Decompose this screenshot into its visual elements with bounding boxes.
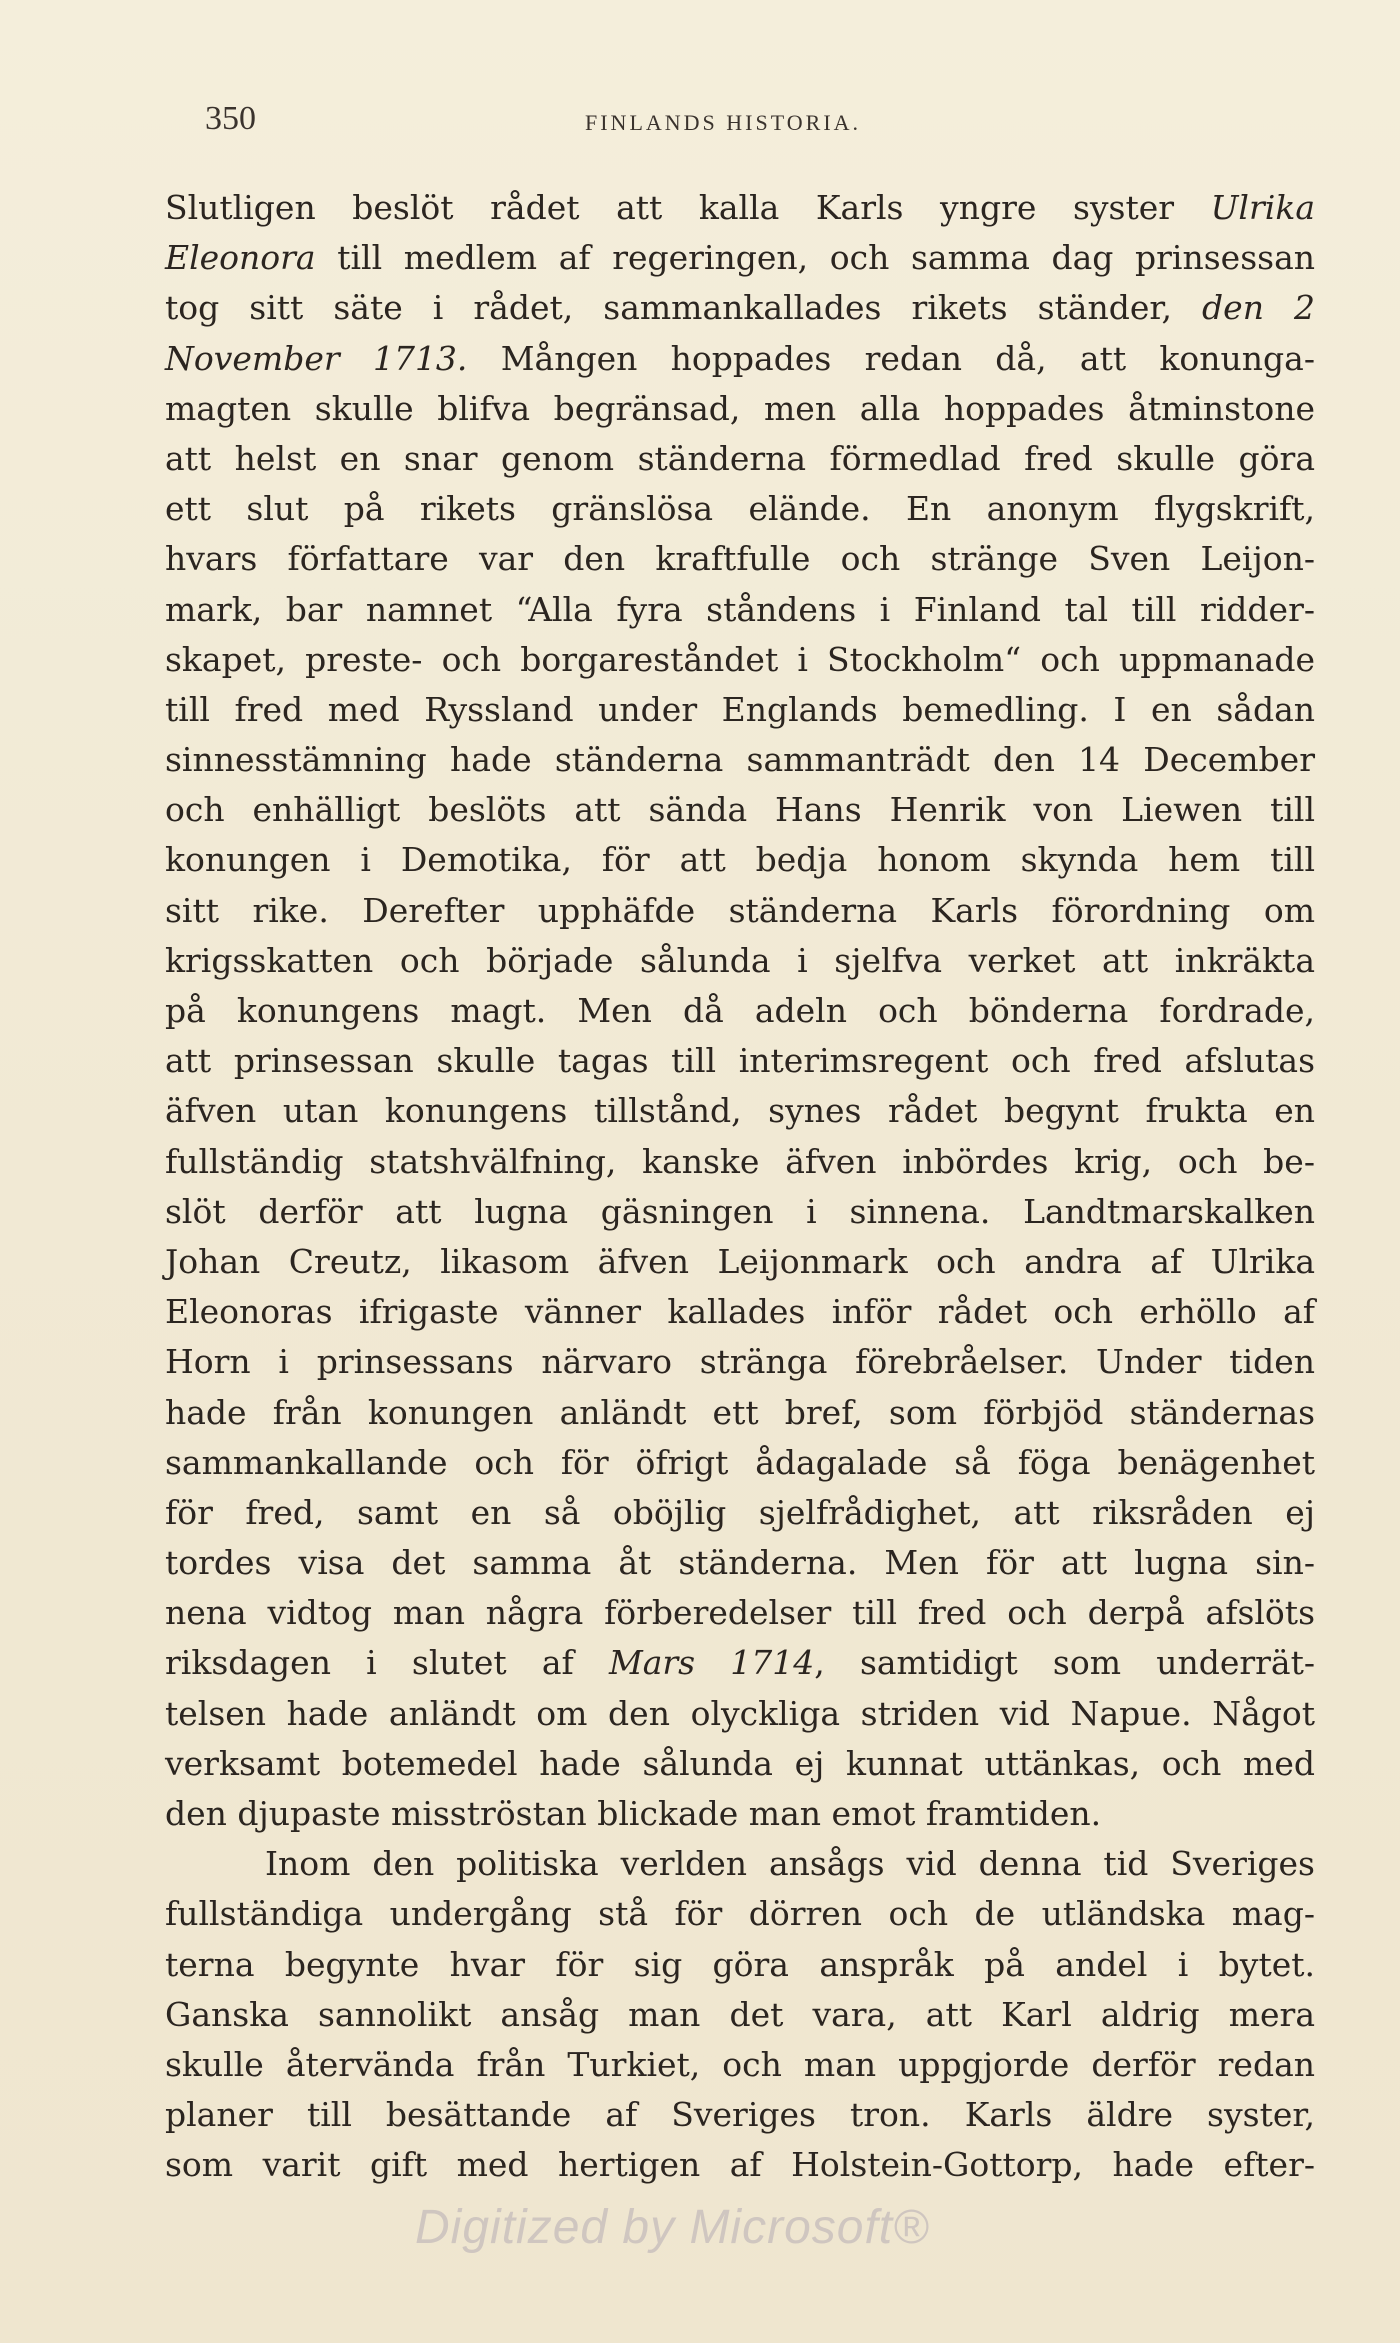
text-segment: riksdagen i slutet af <box>165 1643 609 1683</box>
text-line <box>165 1588 1315 1638</box>
text-segment: till medlem af regeringen, och samma dag prinsessan <box>315 238 1315 278</box>
text-segment: , samtidigt som underrät- <box>814 1643 1315 1683</box>
text-line <box>165 1388 1315 1438</box>
text-segment: för fred, samt en så oböjlig sjelfrådighet, att riksråden ej <box>165 1492 1315 1532</box>
text-line <box>165 233 1315 283</box>
text-segment: som varit gift med hertigen af Holstein-Gottorp, hade efter- <box>165 2145 1315 2185</box>
italic-text: Mars 1714 <box>608 1643 815 1683</box>
text-segment: Eleonoras ifrigaste vänner kallades inför rådet och erhöllo af <box>165 1292 1315 1332</box>
text-line <box>165 986 1315 1036</box>
page-number: 350 <box>205 100 256 137</box>
text-line <box>165 384 1315 434</box>
text-line <box>165 1187 1315 1237</box>
text-line <box>165 2090 1315 2140</box>
page-header <box>195 100 1245 160</box>
text-line <box>165 1889 1315 1939</box>
text-line <box>165 735 1315 785</box>
text-line <box>165 635 1315 685</box>
text-segment: krigsskatten och började sålunda i sjelfva verket att inkräkta <box>165 940 1315 980</box>
text-segment: hvars författare var den kraftfulle och stränge Sven Leijon- <box>165 539 1315 579</box>
text-line <box>165 1137 1315 1187</box>
text-segment: Slutligen beslöt rådet att kalla Karls yngre syster <box>165 188 1211 227</box>
text-segment: och enhälligt beslöts att sända Hans Henrik von Liewen till <box>165 790 1315 830</box>
text-segment: telsen hade anländt om den olyckliga striden vid Napue. Något <box>165 1693 1315 1733</box>
text-segment: tog sitt säte i rådet, sammankallades rikets ständer, <box>165 288 1203 328</box>
text-line <box>165 1739 1315 1789</box>
text-line <box>165 1990 1315 2040</box>
italic-text: Eleonora <box>165 238 316 278</box>
text-line <box>165 2040 1315 2090</box>
text-line <box>165 283 1315 333</box>
text-segment: konungen i Demotika, för att bedja honom skynda hem till <box>165 840 1315 880</box>
text-line <box>165 334 1315 384</box>
text-segment: på konungens magt. Men då adeln och bönderna fordrade, <box>165 991 1315 1030</box>
text-line <box>165 434 1315 484</box>
text-line <box>165 1839 1315 1889</box>
text-segment: Mången hoppades redan då, att konunga- <box>467 338 1315 378</box>
text-line <box>165 936 1315 986</box>
text-line <box>165 1287 1315 1337</box>
text-line <box>165 1689 1315 1739</box>
text-segment: Horn i prinsessans närvaro stränga förebråelser. Under tiden <box>165 1342 1315 1382</box>
text-line <box>165 785 1315 835</box>
text-segment: magten skulle blifva begränsad, men alla hoppades åtminstone <box>165 388 1315 428</box>
text-segment: verksamt botemedel hade sålunda ej kunnat uttänkas, och med <box>165 1743 1315 1783</box>
text-line <box>165 1488 1315 1538</box>
text-line <box>165 1438 1315 1488</box>
text-line <box>165 1638 1315 1688</box>
text-line <box>165 685 1315 735</box>
text-segment: mark, bar namnet “Alla fyra ståndens i Finland tal till ridder- <box>165 589 1315 629</box>
text-segment: att prinsessan skulle tagas till interimsregent och fred afslutas <box>165 1041 1315 1081</box>
text-line <box>165 585 1315 635</box>
text-line <box>165 886 1315 936</box>
body-text <box>165 183 1315 2191</box>
italic-text: den 2 <box>1202 288 1315 328</box>
text-segment: planer till besättande af Sveriges tron. Karls äldre syster, <box>165 2095 1315 2135</box>
italic-text: November 1713. <box>165 338 468 378</box>
text-line <box>165 835 1315 885</box>
text-segment: fullständig statshvälfning, kanske äfven inbördes krig, och be- <box>165 1141 1315 1181</box>
text-line <box>165 2140 1315 2190</box>
text-segment: sitt rike. Derefter upphäfde ständerna Karls förordning om <box>165 890 1315 930</box>
text-segment: terna begynte hvar för sig göra anspråk på andel i bytet. <box>165 1944 1315 1984</box>
text-line <box>165 1940 1315 1990</box>
text-segment: fullständiga undergång stå för dörren och de utländska mag- <box>165 1894 1315 1934</box>
text-segment: den djupaste misströstan blickade man emot framtiden. <box>165 1794 1102 1833</box>
text-segment: skulle återvända från Turkiet, och man uppgjorde derför redan <box>165 2044 1315 2084</box>
text-segment: Ganska sannolikt ansåg man det vara, att Karl aldrig mera <box>165 1994 1315 2034</box>
text-segment: sammankallande och för öfrigt ådagalade så föga benägenhet <box>165 1442 1315 1482</box>
text-line <box>165 1337 1315 1387</box>
text-segment: nena vidtog man några förberedelser till fred och derpå afslöts <box>165 1593 1315 1633</box>
text-line <box>165 1789 1315 1839</box>
running-title: FINLANDS HISTORIA. <box>585 110 862 135</box>
text-segment: hade från konungen anländt ett bref, som förbjöd ständernas <box>165 1392 1315 1432</box>
text-line <box>165 1538 1315 1588</box>
text-segment: slöt derför att lugna gäsningen i sinnena. Landtmarskalken <box>165 1191 1315 1231</box>
digitization-watermark: Digitized by Microsoft® <box>415 2201 930 2254</box>
text-line <box>165 183 1315 233</box>
italic-text: Ulrika <box>1210 188 1315 227</box>
text-segment: Inom den politiska verlden ansågs vid denna tid Sveriges <box>265 1844 1315 1884</box>
text-line <box>165 534 1315 584</box>
text-segment: skapet, preste- och borgareståndet i Stockholm“ och uppmanade <box>165 639 1315 679</box>
text-segment: ett slut på rikets gränslösa elände. En anonym flygskrift, <box>165 489 1315 529</box>
text-segment: sinnesstämning hade ständerna sammanträdt den 14 December <box>165 740 1315 780</box>
text-segment: tordes visa det samma åt ständerna. Men för att lugna sin- <box>165 1543 1315 1583</box>
text-line <box>165 1086 1315 1136</box>
text-segment: Johan Creutz, likasom äfven Leijonmark och andra af Ulrika <box>165 1241 1315 1281</box>
text-line <box>165 1036 1315 1086</box>
text-line <box>165 484 1315 534</box>
text-line <box>165 1237 1315 1287</box>
text-segment: att helst en snar genom ständerna förmedlad fred skulle göra <box>165 438 1315 478</box>
text-segment: äfven utan konungens tillstånd, synes rådet begynt frukta en <box>165 1091 1315 1131</box>
text-segment: till fred med Ryssland under Englands bemedling. I en sådan <box>165 689 1315 729</box>
